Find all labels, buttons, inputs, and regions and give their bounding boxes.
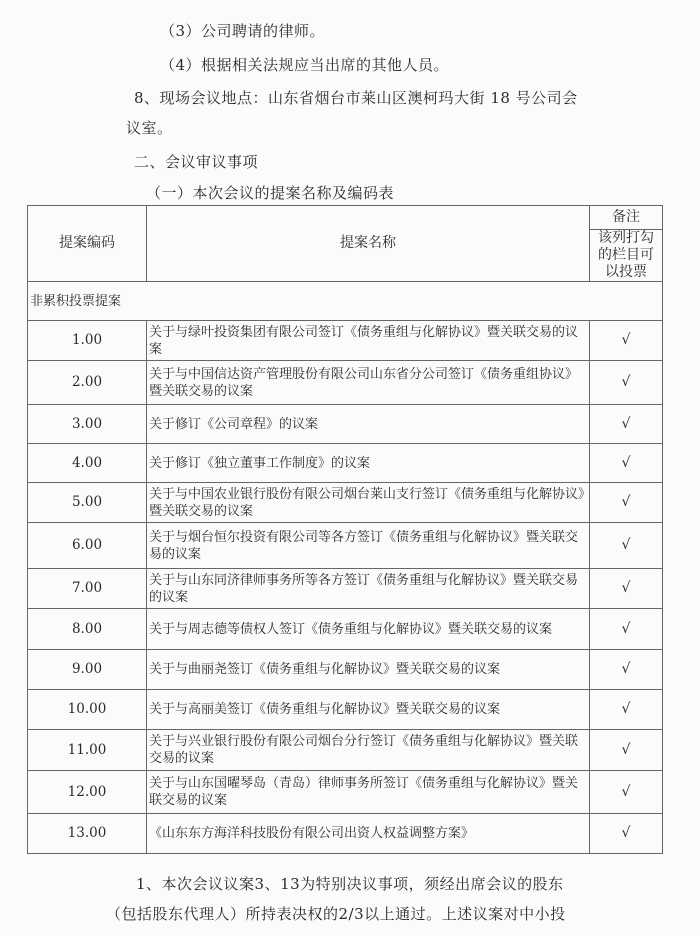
table-row	[28, 361, 663, 405]
proposal-name: 关于与周志德等债权人签订《债务重组与化解协议》暨关联交易的议案	[147, 609, 590, 650]
header-name: 提案名称	[147, 206, 590, 282]
vote-checkmark: √	[590, 444, 663, 483]
table-row	[28, 650, 663, 690]
proposal-name: 关于修订《独立董事工作制度》的议案	[147, 444, 590, 483]
proposal-name: 关于与曲丽尧签订《债务重组与化解协议》暨关联交易的议案	[147, 650, 590, 690]
proposal-code: 1.00	[28, 321, 147, 361]
proposal-code: 5.00	[28, 483, 147, 523]
header-note: 备注	[590, 206, 663, 230]
proposal-code: 7.00	[28, 569, 147, 609]
proposal-code: 4.00	[28, 444, 147, 483]
proposal-name: 关于与高丽美签订《债务重组与化解协议》暨关联交易的议案	[147, 690, 590, 730]
proposal-name: 关于与山东国曜琴岛（青岛）律师事务所签订《债务重组与化解协议》暨关联交易的议案	[147, 771, 590, 814]
vote-checkmark: √	[590, 609, 663, 650]
proposal-name: 关于与中国农业银行股份有限公司烟台莱山支行签订《债务重组与化解协议》暨关联交易的议案	[147, 483, 590, 523]
table-row	[28, 569, 663, 609]
footnote-line-2: （包括股东代理人）所持表决权的2/3以上通过。上述议案对中小投	[106, 905, 566, 923]
proposal-code: 10.00	[28, 690, 147, 730]
vote-checkmark: √	[590, 814, 663, 854]
footnote-line-1: 1、本次会议议案3、13为特别决议事项，须经出席会议的股东	[136, 875, 564, 893]
table-row	[28, 444, 663, 483]
header-code: 提案编码	[28, 206, 147, 282]
proposal-name: 关于与中国信达资产管理股份有限公司山东省分公司签订《债务重组协议》暨关联交易的议案	[147, 361, 590, 405]
subsection-heading: （一）本次会议的提案名称及编码表	[146, 184, 395, 202]
table-row	[28, 405, 663, 444]
table-row	[28, 814, 663, 854]
proposal-name: 关于与山东同济律师事务所等各方签订《债务重组与化解协议》暨关联交易的议案	[147, 569, 590, 609]
meeting-location-cont: 议室。	[126, 119, 173, 137]
proposal-table	[27, 205, 663, 854]
section-row-label: 非累积投票提案	[28, 282, 663, 321]
vote-checkmark: √	[590, 730, 663, 771]
proposal-code: 6.00	[28, 523, 147, 569]
vote-checkmark: √	[590, 361, 663, 405]
vote-checkmark: √	[590, 523, 663, 569]
table-row	[28, 321, 663, 361]
proposal-code: 9.00	[28, 650, 147, 690]
table-row	[28, 771, 663, 814]
proposal-code: 2.00	[28, 361, 147, 405]
proposal-code: 13.00	[28, 814, 147, 854]
table-row	[28, 730, 663, 771]
vote-checkmark: √	[590, 650, 663, 690]
table-row	[28, 690, 663, 730]
proposal-name: 《山东东方海洋科技股份有限公司出资人权益调整方案》	[147, 814, 590, 854]
vote-checkmark: √	[590, 483, 663, 523]
proposal-code: 11.00	[28, 730, 147, 771]
vote-checkmark: √	[590, 405, 663, 444]
vote-checkmark: √	[590, 321, 663, 361]
vote-checkmark: √	[590, 690, 663, 730]
vote-checkmark: √	[590, 569, 663, 609]
vote-checkmark: √	[590, 771, 663, 814]
table-row	[28, 609, 663, 650]
proposal-code: 8.00	[28, 609, 147, 650]
proposal-name: 关于与兴业银行股份有限公司烟台分行签订《债务重组与化解协议》暨关联交易的议案	[147, 730, 590, 771]
proposal-code: 12.00	[28, 771, 147, 814]
attendee-item-4: （4）根据相关法规应当出席的其他人员。	[160, 56, 450, 74]
table-row	[28, 483, 663, 523]
section-heading: 二、会议审议事项	[134, 153, 259, 171]
proposal-name: 关于与烟台恒尔投资有限公司等各方签订《债务重组与化解协议》暨关联交易的议案	[147, 523, 590, 569]
proposal-code: 3.00	[28, 405, 147, 444]
proposal-name: 关于与绿叶投资集团有限公司签订《债务重组与化解协议》暨关联交易的议案	[147, 321, 590, 361]
table-row	[28, 523, 663, 569]
attendee-item-3: （3）公司聘请的律师。	[160, 22, 326, 40]
meeting-location: 8、现场会议地点：山东省烟台市莱山区澳柯玛大街 18 号公司会	[134, 89, 578, 107]
header-note-sub: 该列打勾的栏目可以投票	[590, 230, 663, 282]
proposal-name: 关于修订《公司章程》的议案	[147, 405, 590, 444]
